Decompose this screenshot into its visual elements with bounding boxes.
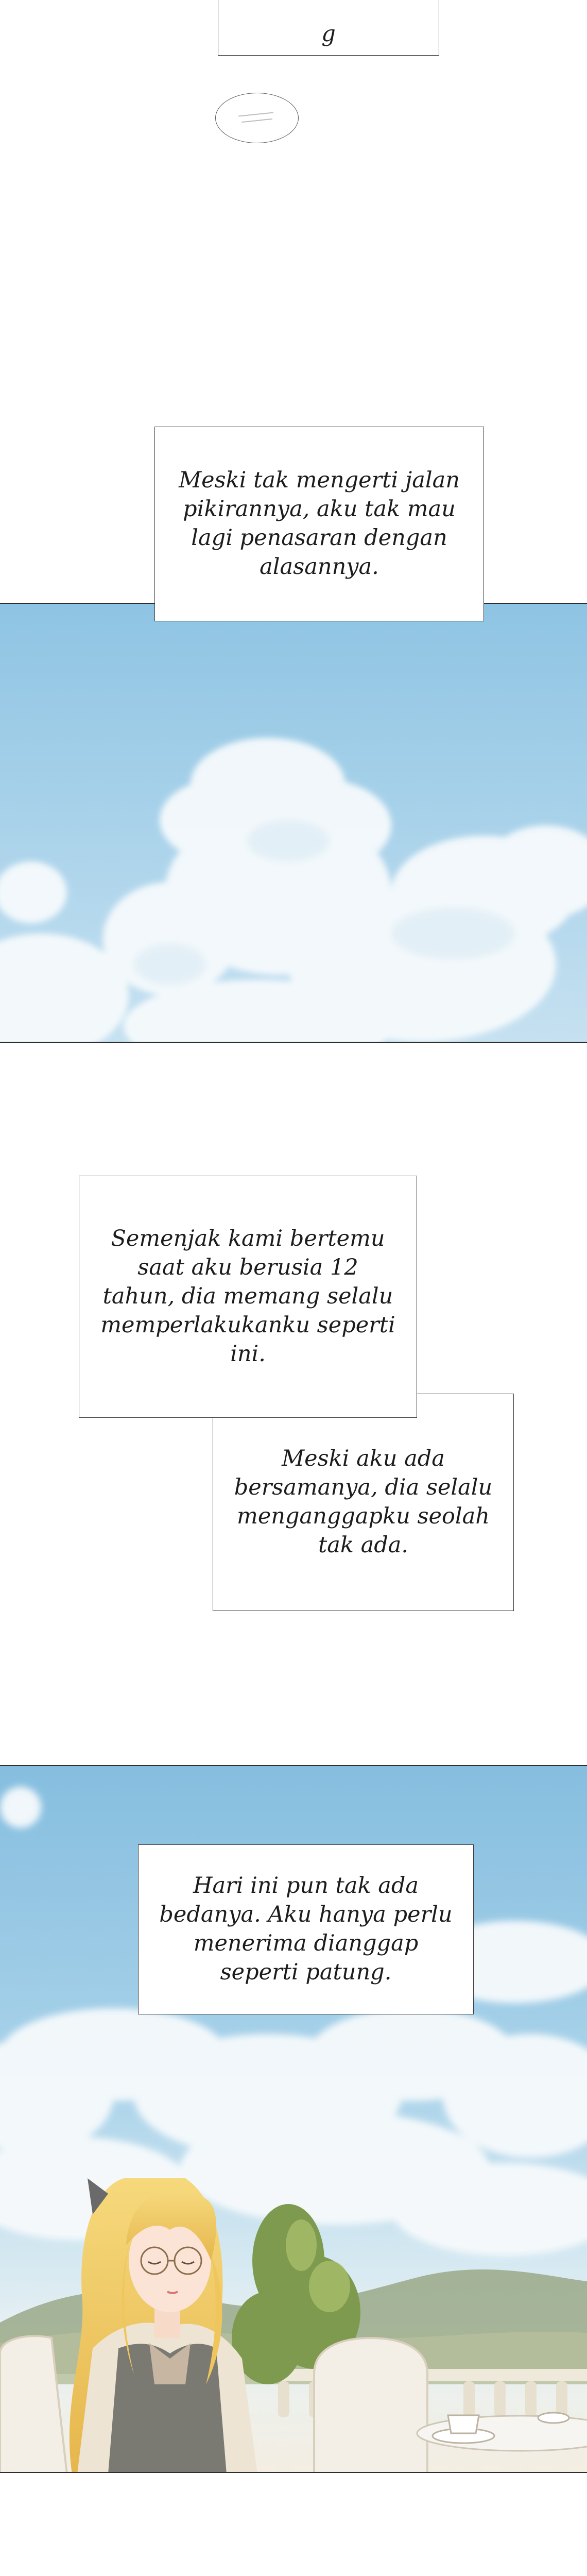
caption-text-1: Meski tak mengerti jalan pikirannya, aku tak mau lagi penasaran dengan alasannya.	[179, 467, 460, 580]
caption-box-1	[154, 427, 484, 621]
bubble-scribble-line	[238, 112, 273, 116]
speech-bubble	[215, 93, 299, 143]
caption-text-top-partial: g	[321, 21, 336, 47]
caption-box-top-partial	[218, 0, 439, 56]
caption-box-2	[79, 1176, 417, 1418]
sky-cloud-illustration	[0, 604, 587, 1043]
caption-text-4: Hari ini pun tak ada bedanya. Aku hanya perlu menerima dianggap seperti patung.	[159, 1873, 453, 1985]
bubble-scribble-line	[241, 118, 272, 123]
sky-panel-1	[0, 603, 587, 1043]
caption-box-3	[213, 1394, 514, 1611]
caption-text-2: Semenjak kami bertemu saat aku berusia 12 tahun, dia memang selalu memperlakukanku seperti ini.	[100, 1226, 395, 1367]
caption-box-4	[138, 1844, 474, 2014]
caption-text-3: Meski aku ada bersamanya, dia selalu menganggapku seolah tak ada.	[234, 1446, 493, 1558]
